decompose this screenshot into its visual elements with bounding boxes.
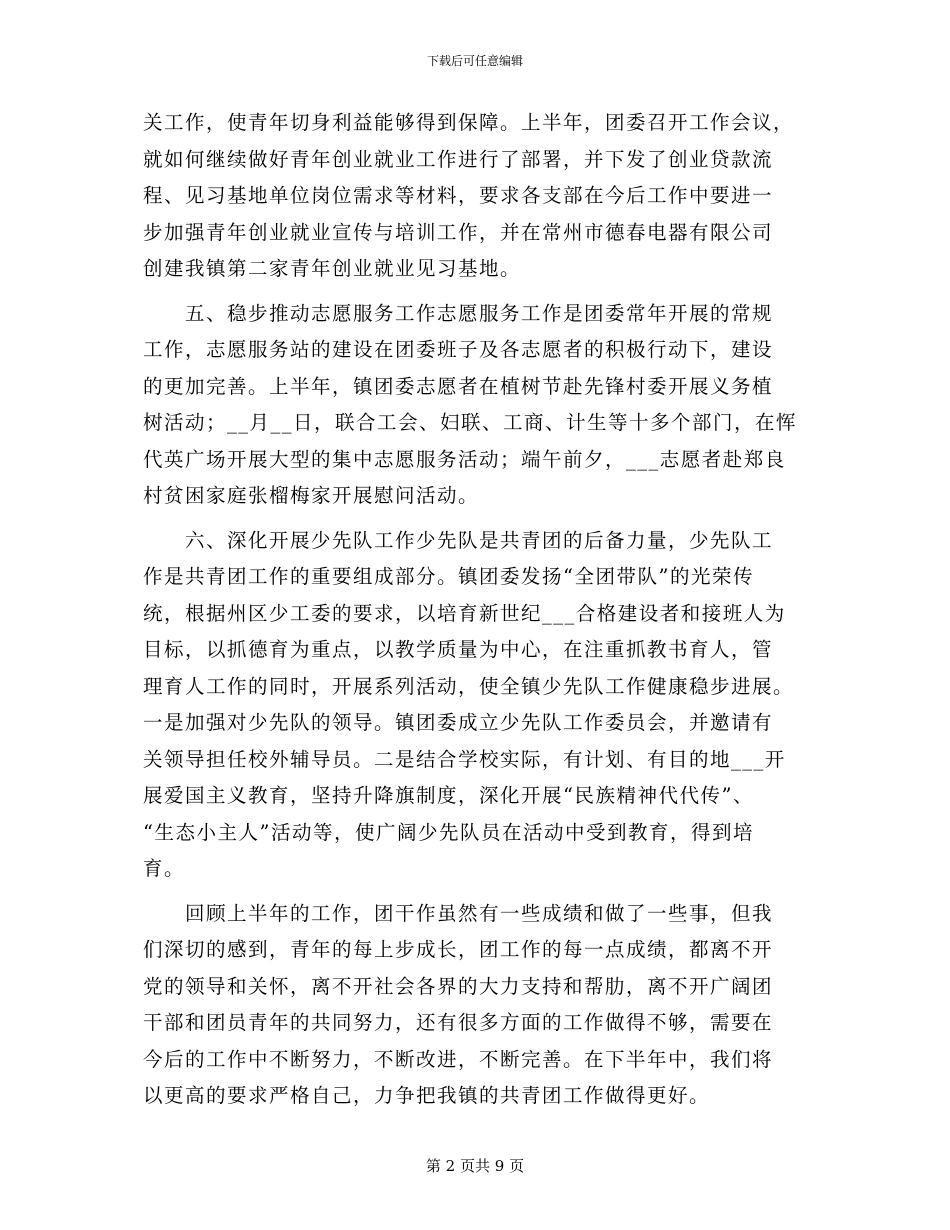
text-line: 创建我镇第二家青年创业就业见习基地。 <box>143 257 522 280</box>
paragraph <box>143 896 805 1115</box>
paragraph <box>143 105 805 288</box>
text-line: 程、见习基地单位岗位需求等材料，要求各支部在今后工作中要进一 <box>143 184 774 207</box>
text-line: 理育人工作的同时，开展系列活动，使全镇少先队工作健康稳步进展。 <box>143 674 795 698</box>
text-line: 展爱国主义教育，坚持升降旗制度，深化开展“民族精神代代传”、 <box>143 784 754 807</box>
text-line: 工作，志愿服务站的建设在团委班子及各志愿者的积极行动下，建设 <box>143 338 774 361</box>
text-line: 育。 <box>143 857 186 880</box>
text-line: 六、深化开展少先队工作少先队是共青团的后备力量，少先队工 <box>143 528 774 552</box>
text-line: 今后的工作中不断努力，不断改进，不断完善。在下半年中，我们将 <box>143 1047 774 1071</box>
text-line: 关工作，使青年切身利益能够得到保障。上半年，团委召开工作会议， <box>143 111 795 134</box>
text-line: “生态小主人”活动等，使广阔少先队员在活动中受到教育，得到培 <box>143 820 754 844</box>
text-line: 作是共青团工作的重要组成部分。镇团委发扬“全团带队”的光荣传 <box>143 565 754 588</box>
page-footer: 第 2 页共 9 页 <box>425 1157 525 1175</box>
text-line: 树活动；__月__日，联合工会、妇联、工商、计生等十多个部门，在恽 <box>143 411 798 434</box>
text-line: 们深切的感到，青年的每上步成长，团工作的每一点成绩，都离不开 <box>143 938 774 961</box>
text-line: 统，根据州区少工委的要求，以培育新世纪___合格建设者和接班人为 <box>143 601 786 625</box>
text-line: 一是加强对少先队的领导。镇团委成立少先队工作委员会，并邀请有 <box>143 711 774 734</box>
text-line: 的更加完善。上半年，镇团委志愿者在植树节赴先锋村委开展义务植 <box>143 374 774 398</box>
text-line: 步加强青年创业就业宣传与培训工作，并在常州市德春电器有限公司 <box>143 220 774 244</box>
page-header: 下载后可任意编辑 <box>426 54 523 68</box>
text-line: 目标，以抓德育为重点，以教学质量为中心，在注重抓教书育人，管 <box>143 638 774 661</box>
text-line: 关领导担任校外辅导员。二是结合学校实际，有计划、有目的地___开 <box>143 747 786 771</box>
text-line: 代英广场开展大型的集中志愿服务活动；端午前夕，___志愿者赴郑良 <box>143 447 786 471</box>
text-line: 以更高的要求严格自己，力争把我镇的共青团工作做得更好。 <box>143 1084 711 1107</box>
text-line: 五、稳步推动志愿服务工作志愿服务工作是团委常年开展的常规 <box>143 301 774 325</box>
paragraph <box>143 296 805 515</box>
text-line: 干部和团员青年的共同努力，还有很多方面的工作做得不够，需要在 <box>143 1011 774 1034</box>
text-line: 回顾上半年的工作，团干作虽然有一些成绩和做了一些事，但我 <box>143 901 774 925</box>
paragraph <box>143 523 805 888</box>
text-line: 党的领导和关怀，离不开社会各界的大力支持和帮肋，离不开广阔团 <box>143 974 774 998</box>
text-line: 村贫困家庭张榴梅家开展慰问活动。 <box>143 484 480 507</box>
document-body <box>143 105 805 1123</box>
text-line: 就如何继续做好青年创业就业工作进行了部署，并下发了创业贷款流 <box>143 147 774 171</box>
